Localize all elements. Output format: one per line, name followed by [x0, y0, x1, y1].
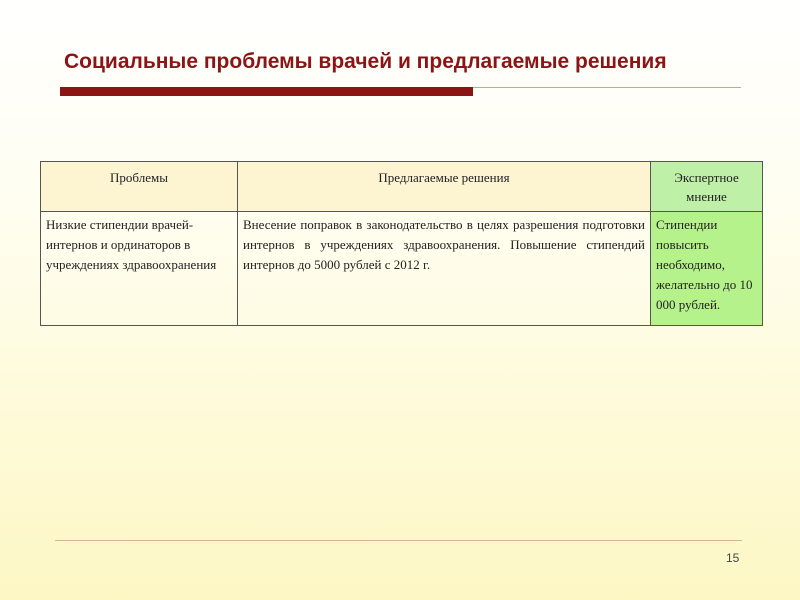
header-expert-opinion: Экспертное мнение	[651, 162, 763, 212]
title-underline-bar	[60, 87, 473, 96]
header-problems: Проблемы	[41, 162, 238, 212]
title-underline-rule	[473, 87, 741, 88]
cell-solution: Внесение поправок в законодательство в целях разрешения подготовки интернов в учреждениях здравоохранения. Повышение стипендий интернов до 5000 рублей с 2012 г.	[238, 212, 651, 326]
header-solutions: Предлагаемые решения	[238, 162, 651, 212]
cell-expert-opinion: Стипендии повысить необходимо, желательно до 10 000 рублей.	[651, 212, 763, 326]
page-number: 15	[726, 551, 740, 565]
problems-solutions-table	[40, 161, 763, 326]
table-header-row	[41, 162, 763, 212]
cell-problem: Низкие стипендии врачей-интернов и ординаторов в учреждениях здравоохранения	[41, 212, 238, 326]
table-row	[41, 212, 763, 326]
footer-divider	[55, 540, 742, 541]
slide-title: Социальные проблемы врачей и предлагаемые решения	[64, 50, 667, 73]
